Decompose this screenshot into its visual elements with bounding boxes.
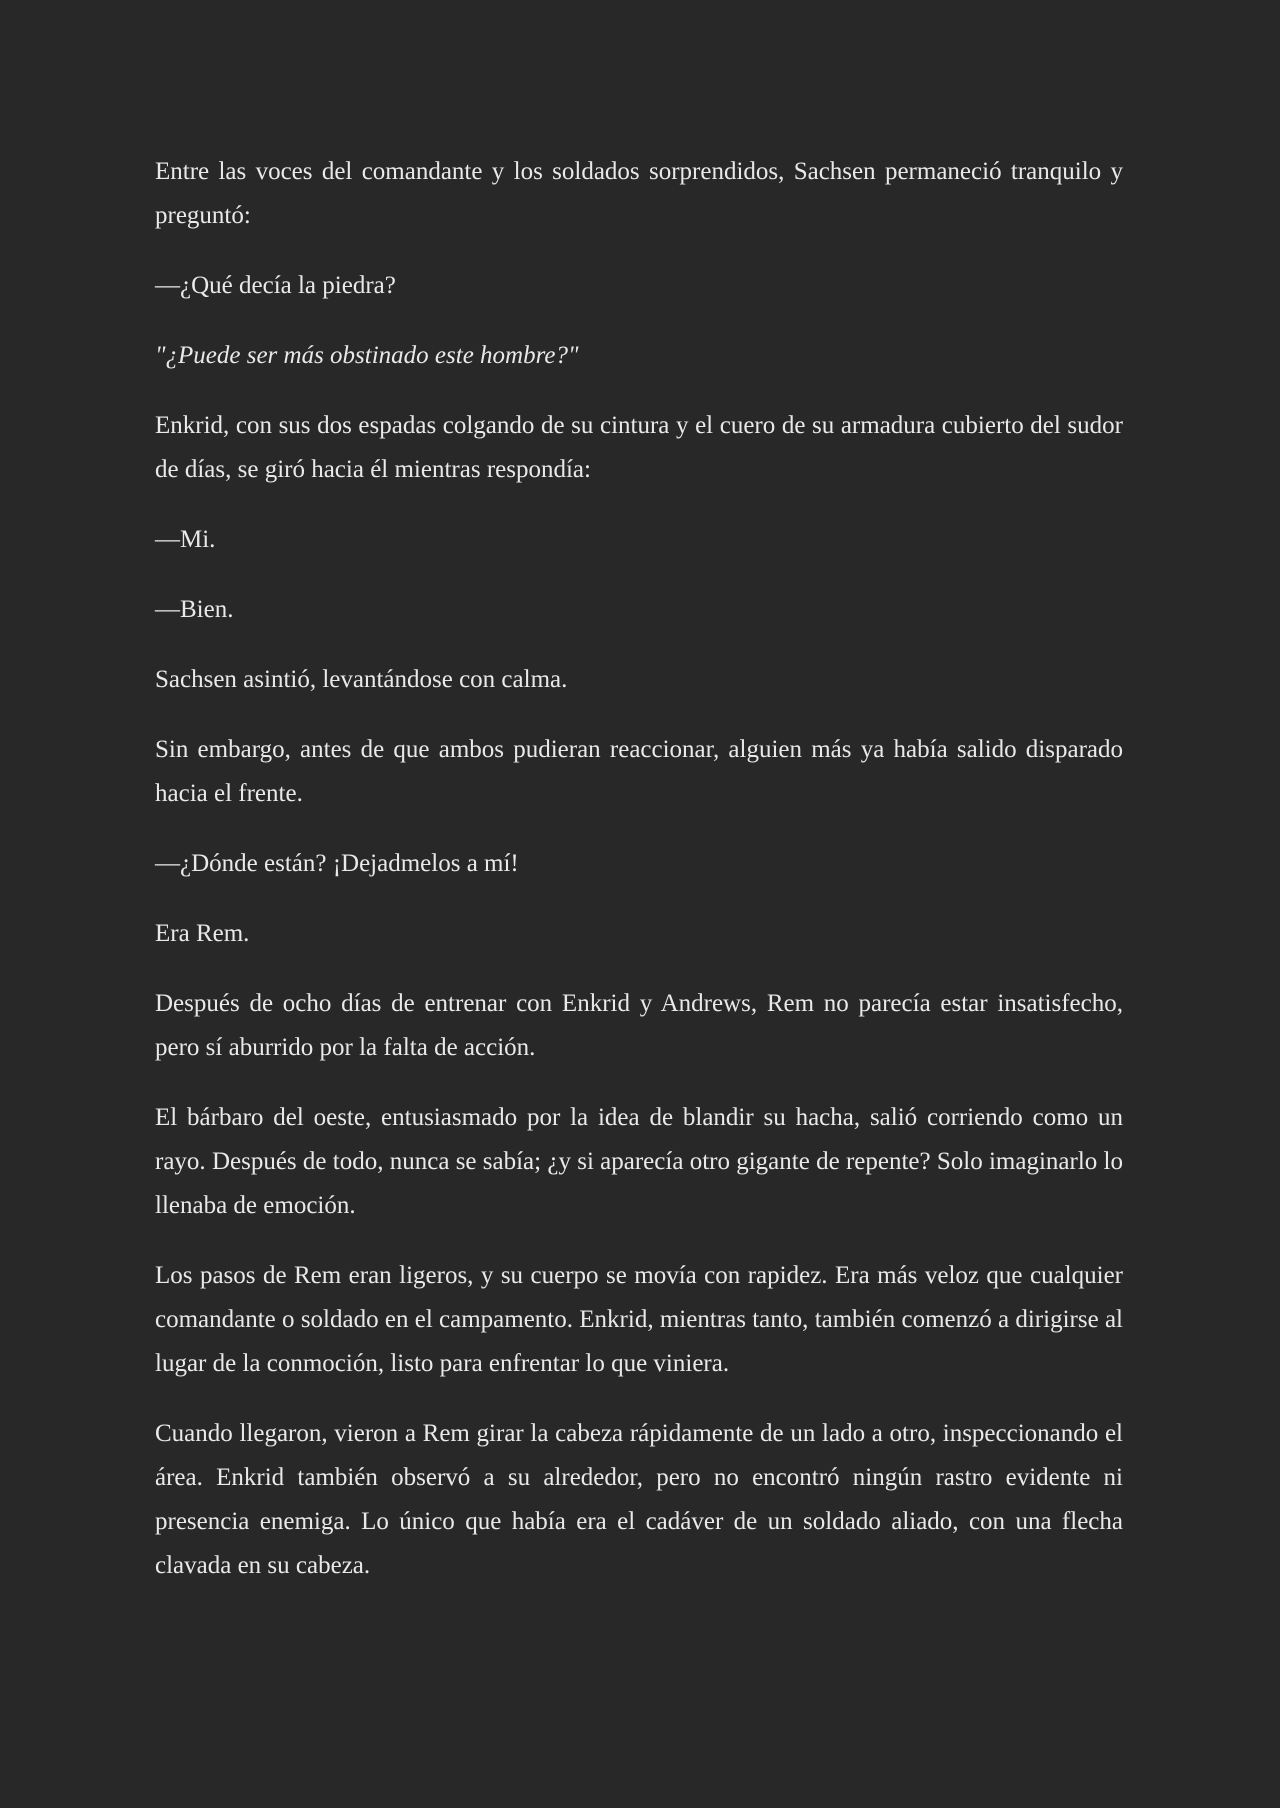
- paragraph-13: Los pasos de Rem eran ligeros, y su cuerpo se movía con rapidez. Era más veloz que cualquier comandante o soldado en el campamento. Enkrid, mientras tanto, también comenzó a dirigirse al lugar de la conmoción, listo para enfrentar lo que viniera.: [155, 1262, 1123, 1377]
- paragraph-4: Enkrid, con sus dos espadas colgando de su cintura y el cuero de su armadura cubierto del sudor de días, se giró hacia él mientras respondía:: [155, 412, 1123, 483]
- paragraph-8: Sin embargo, antes de que ambos pudieran reaccionar, alguien más ya había salido disparado hacia el frente.: [155, 736, 1123, 807]
- paragraph-6: —Bien.: [155, 596, 234, 623]
- paragraph-10: Era Rem.: [155, 920, 250, 947]
- paragraph-7: Sachsen asintió, levantándose con calma.: [155, 666, 568, 693]
- paragraph-1: Entre las voces del comandante y los soldados sorprendidos, Sachsen permaneció tranquilo y preguntó:: [155, 158, 1123, 229]
- paragraph-14: Cuando llegaron, vieron a Rem girar la cabeza rápidamente de un lado a otro, inspeccionando el área. Enkrid también observó a su alrededor, pero no encontró ningún rastro evidente ni presencia enemiga. Lo único que había era el cadáver de un soldado aliado, con una flecha clavada en su cabeza.: [155, 1420, 1123, 1579]
- paragraph-5: —Mi.: [155, 526, 216, 553]
- paragraph-12: El bárbaro del oeste, entusiasmado por la idea de blandir su hacha, salió corriendo como un rayo. Después de todo, nunca se sabía; ¿y si aparecía otro gigante de repente? Solo imaginarlo lo llenaba de emoción.: [155, 1104, 1123, 1219]
- paragraph-3-italic-thought: "¿Puede ser más obstinado este hombre?": [155, 342, 579, 369]
- reader-page: [155, 150, 1123, 1614]
- paragraph-2: —¿Qué decía la piedra?: [155, 272, 396, 299]
- paragraph-11: Después de ocho días de entrenar con Enkrid y Andrews, Rem no parecía estar insatisfecho, pero sí aburrido por la falta de acción.: [155, 990, 1123, 1061]
- paragraph-9: —¿Dónde están? ¡Dejadmelos a mí!: [155, 850, 519, 877]
